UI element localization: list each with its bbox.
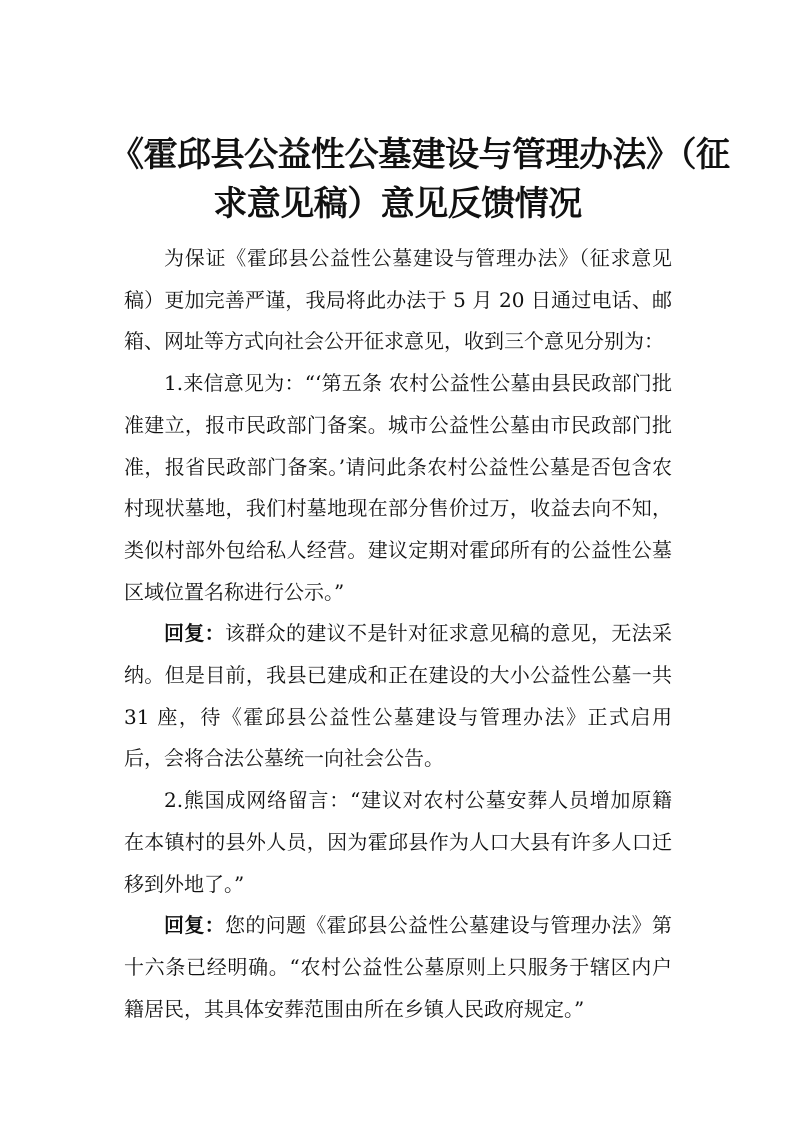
reply-label: 回复： xyxy=(164,621,225,646)
intro-paragraph: 为保证《霍邱县公益性公墓建设与管理办法》（征求意见稿）更加完善严谨，我局将此办法于 5 月 20 日通过电话、邮箱、网址等方式向社会公开征求意见，收到三个意见分别为： xyxy=(124,246,672,354)
reply-paragraph-1 xyxy=(124,613,672,780)
title-line-1: 《霍邱县公益性公墓建设与管理办法》（征 xyxy=(110,135,730,175)
document-body xyxy=(124,238,672,1030)
title-line-2: 求意见稿）意见反馈情况 xyxy=(213,184,582,224)
reply-text: 该群众的建议不是针对征求意见稿的意见，无法采纳。但是目前，我县已建成和正在建设的大小公益性公墓一共 31 座，待《霍邱县公益性公墓建设与管理办法》正式启用后，会将合法公墓统一向社会公告。 xyxy=(124,621,672,771)
reply-label: 回复： xyxy=(164,913,225,938)
opinion-paragraph-1: 1.来信意见为：“‘第五条 农村公益性公墓由县民政部门批准建立，报市民政部门备案。城市公益性公墓由市民政部门批准，报省民政部门备案。’请问此条农村公益性公墓是否包含农村现状墓地，我们村墓地现在部分售价过万，收益去向不知，类似村部外包给私人经营。建议定期对霍邱所有的公益性公墓区域位置名称进行公示。” xyxy=(124,371,672,604)
reply-text: 您的问题《霍邱县公益性公墓建设与管理办法》第十六条已经明确。“农村公益性公墓原则上只服务于辖区内户籍居民，其具体安葬范围由所在乡镇人民政府规定。” xyxy=(124,913,672,1021)
opinion-paragraph-2: 2.熊国成网络留言：“建议对农村公墓安葬人员增加原籍在本镇村的县外人员，因为霍邱县作为人口大县有许多人口迁移到外地了。” xyxy=(124,788,672,896)
reply-paragraph-2 xyxy=(124,905,672,1030)
document-title xyxy=(110,131,730,229)
